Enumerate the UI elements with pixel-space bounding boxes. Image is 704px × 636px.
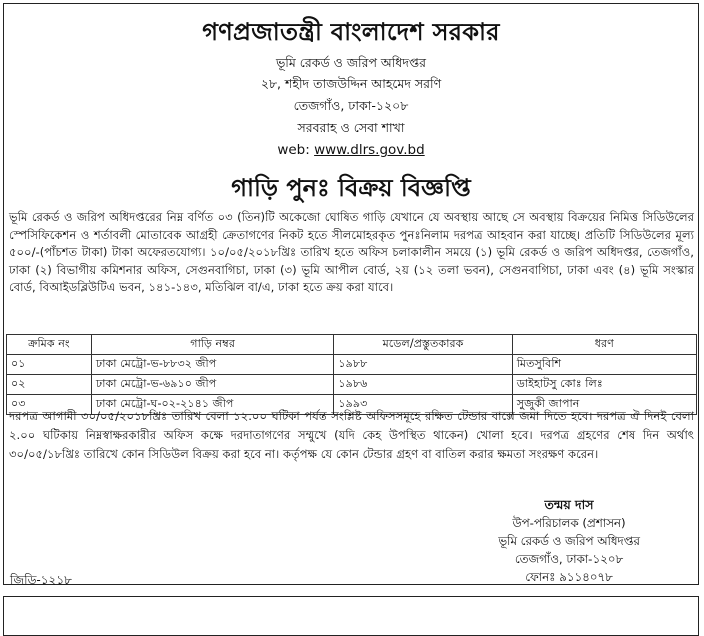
cell-vehicle-number: ঢাকা মেট্রো-ঘ-০২-২১৪১ জীপ <box>91 395 333 415</box>
cell-vehicle-number: ঢাকা মেট্রো-ভ-৬৯১০ জীপ <box>91 375 333 395</box>
signatory-designation: উপ-পরিচালক (প্রশাসন) <box>512 516 626 530</box>
web-label: web: <box>277 142 310 158</box>
notice-paragraph-1: ভূমি রেকর্ড ও জরিপ অধিদপ্তরের নিম্ন বর্ণিত ০৩ (তিন)টি অকেজো ঘোষিত গাড়ি যেখানে যে অবস্থায় আছে সে অবস্থায় বিক্রয়ের নিমিত্ত সিডিউলের স্পেসিফিকেশন ও শর্তাবলী মোতাবেক আগ্রহী ক্রেতাগণের নিকট হতে সীলমোহরকৃত পুনঃনিলাম দরপত্র আহবান করা যাচ্ছে। প্রতিটি সিডিউলের মূল্য ৫০০/-(পাঁচশত টাকা) টাকা অফেরতযোগ্য। ১০/০৫/২০১৮খ্রিঃ তারিখ হতে অফিস চলাকালীন সময়ে (১) ভূমি রেকর্ড ও জরিপ অধিদপ্তর, তেজগাঁও, ঢাকা (২) বিভাগীয় কমিশনার অফিস, সেগুনবাগিচা, ঢাকা (৩) ভূমি আপীল বোর্ড, ২য় (১২ তলা ভবন), সেগুনবাগিচা, ঢাকা এবং (৪) ভূমি সংস্কার বোর্ড, বিআইডব্লিউটিএ ভবন, ১৪১-১৪৩, মতিঝিল বা/এ, ঢাকা হতে ক্রয় করা যাবে। <box>9 210 694 295</box>
table-header-row <box>7 335 697 355</box>
header-vehicle-number: গাড়ি নম্বর <box>91 335 333 355</box>
cell-serial: ০২ <box>7 375 92 395</box>
cell-type: ডাইহাটসু কোঃ লিঃ <box>512 375 696 395</box>
cell-model: ১৯৮৬ <box>334 375 512 395</box>
website-line <box>4 142 698 158</box>
cell-serial: ০১ <box>7 355 92 375</box>
gd-number: জিডি-১২১৮ <box>10 573 72 587</box>
signatory-location: তেজগাঁও, ঢাকা-১২০৮ <box>514 552 624 566</box>
header-serial: ক্রমিক নং <box>7 335 92 355</box>
notice-title: গাড়ি পুনঃ বিক্রয় বিজ্ঞপ্তি <box>231 174 471 202</box>
vehicle-table <box>6 334 697 415</box>
branch-name: সরবরাহ ও সেবা শাখা <box>297 120 405 135</box>
signatory-department: ভূমি রেকর্ড ও জরিপ অধিদপ্তর <box>498 534 640 548</box>
cell-serial: ০৩ <box>7 395 92 415</box>
cell-type: সুজুকী জাপান <box>512 395 696 415</box>
header-model: মডেল/প্রস্তুতকারক <box>334 335 512 355</box>
table-row <box>7 355 697 375</box>
government-title: গণপ্রজাতন্ত্রী বাংলাদেশ সরকার <box>202 18 500 46</box>
website-link[interactable]: www.dlrs.gov.bd <box>314 142 425 158</box>
cell-type: মিতসুবিশি <box>512 355 696 375</box>
table-row <box>7 375 697 395</box>
notice-paragraph-2: দরপত্র আগামী ৩০/০৫/২০১৮খ্রিঃ তারিখ বেলা ১২.০০ ঘটিকা পর্যন্ত সংশ্লিষ্ট অফিসসমূহে রক্ষিত টেন্ডার বাক্সে জমা দিতে হবে। দরপত্র ঐ দিনই বেলা ২.০০ ঘটিকায় নিম্নস্বাক্ষরকারীর অফিস কক্ষে দরদাতাগণের সম্মুখে (যদি কেহ উপস্থিত থাকেন) খোলা হবে। দরপত্র গ্রহণের শেষ দিন অর্থাৎ ৩০/০৫/১৮খ্রিঃ তারিখে কোন সিডিউল বিক্রয় করা হবে না। কর্তৃপক্ষ যে কোন টেন্ডার গ্রহণ বা বাতিল করার ক্ষমতা সংরক্ষণ করেন। <box>9 409 694 461</box>
address-line-1: ২৮, শহীদ তাজউদ্দিন আহমেদ সরণি <box>260 76 442 91</box>
notice-frame <box>3 3 699 585</box>
signatory-phone: ফোনঃ ৯১১৪০৭৮ <box>525 570 613 584</box>
department-name: ভূমি রেকর্ড ও জরিপ অধিদপ্তর <box>275 55 427 70</box>
next-notice-frame <box>3 596 699 636</box>
header-type: ধরণ <box>512 335 696 355</box>
cell-vehicle-number: ঢাকা মেট্রো-ভ-৮৮৩২ জীপ <box>91 355 333 375</box>
cell-model: ১৯৯৩ <box>334 395 512 415</box>
address-line-2: তেজগাঁও, ঢাকা-১২০৮ <box>293 98 409 113</box>
cell-model: ১৯৮৮ <box>334 355 512 375</box>
signatory-name: তন্ময় দাস <box>544 497 594 512</box>
signature-block <box>444 496 694 586</box>
